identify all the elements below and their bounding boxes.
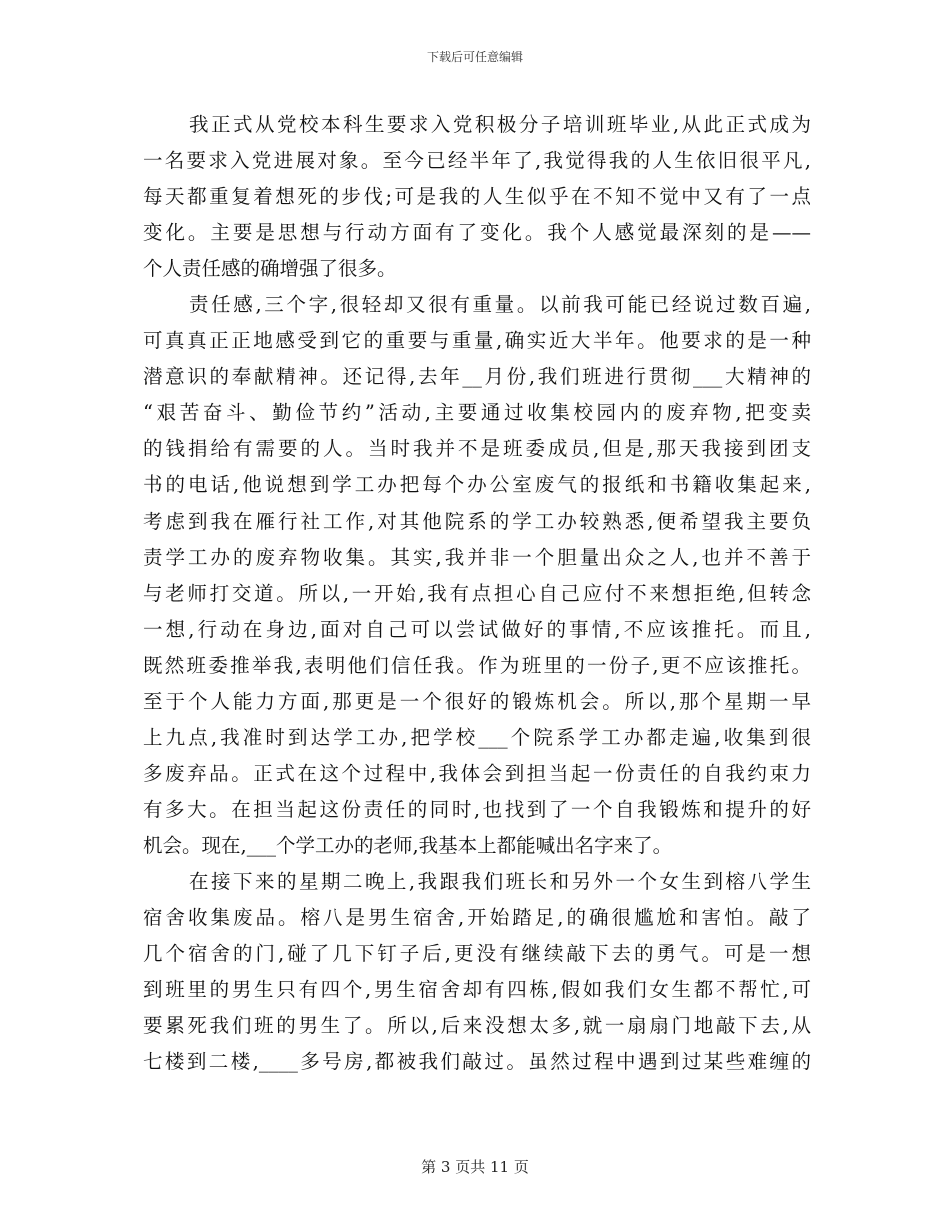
text-line: 个人责任感的确增强了很多。 (143, 257, 397, 281)
text-line: 责学工办的废弃物收集。其实,我并非一个胆量出众之人,也并不善于 (143, 545, 811, 569)
text-line: “艰苦奋斗、勤俭节约”活动,主要通过收集校园内的废弃物,把变卖 (143, 401, 811, 425)
text-line: 七楼到二楼,____多号房,都被我们敲过。虽然过程中遇到过某些难缠的 (143, 1050, 811, 1074)
text-line: 我正式从党校本科生要求入党积极分子培训班毕业,从此正式成为 (189, 113, 811, 136)
text-line: 几个宿舍的门,碰了几下钉子后,更没有继续敲下去的勇气。可是一想 (143, 942, 811, 966)
text-line: 书的电话,他说想到学工办把每个办公室废气的报纸和书籍收集起来, (143, 473, 811, 497)
text-line: 一想,行动在身边,面对自己可以尝试做好的事情,不应该推托。而且, (143, 617, 811, 641)
text-line: 每天都重复着想死的步伐;可是我的人生似乎在不知不觉中又有了一点 (143, 185, 811, 209)
text-line: 既然班委推举我,表明他们信任我。作为班里的一份子,更不应该推托。 (143, 653, 811, 677)
text-line: 至于个人能力方面,那更是一个很好的锻炼机会。所以,那个星期一早 (143, 689, 811, 713)
text-line: 在接下来的星期二晚上,我跟我们班长和另外一个女生到榕八学生 (189, 869, 811, 893)
paragraph (143, 107, 811, 287)
text-line: 与老师打交道。所以,一开始,我有点担心自己应付不来想拒绝,但转念 (143, 581, 811, 605)
paragraph (143, 864, 811, 1080)
page-header: 下载后可任意编辑 (426, 50, 523, 64)
page-number: 第 3 页共 11 页 (421, 1158, 529, 1176)
text-line: 机会。现在,___个学工办的老师,我基本上都能喊出名字来了。 (143, 833, 673, 857)
text-line: 变化。主要是思想与行动方面有了变化。我个人感觉最深刻的是—— (143, 221, 811, 245)
text-line: 可真真正正地感受到它的重要与重量,确实近大半年。他要求的是一种 (143, 329, 811, 353)
text-line: 到班里的男生只有四个,男生宿舍却有四栋,假如我们女生都不帮忙,可 (143, 978, 811, 1002)
paragraph (143, 287, 811, 864)
text-line: 要累死我们班的男生了。所以,后来没想太多,就一扇扇门地敲下去,从 (143, 1014, 811, 1038)
text-line: 有多大。在担当起这份责任的同时,也找到了一个自我锻炼和提升的好 (143, 797, 811, 821)
text-line: 考虑到我在雁行社工作,对其他院系的学工办较熟悉,便希望我主要负 (143, 509, 811, 533)
text-line: 一名要求入党进展对象。至今已经半年了,我觉得我的人生依旧很平凡, (143, 149, 811, 173)
document-body (143, 107, 811, 1080)
text-line: 责任感,三个字,很轻却又很有重量。以前我可能已经说过数百遍, (189, 293, 811, 317)
text-line: 上九点,我准时到达学工办,把学校___个院系学工办都走遍,收集到很 (143, 725, 811, 749)
text-line: 多废弃品。正式在这个过程中,我体会到担当起一份责任的自我约束力 (143, 761, 811, 785)
text-line: 潜意识的奉献精神。还记得,去年__月份,我们班进行贯彻___大精神的 (143, 365, 811, 389)
text-line: 宿舍收集废品。榕八是男生宿舍,开始踏足,的确很尴尬和害怕。敲了 (143, 906, 811, 930)
text-line: 的钱捐给有需要的人。当时我并不是班委成员,但是,那天我接到团支 (143, 437, 811, 461)
